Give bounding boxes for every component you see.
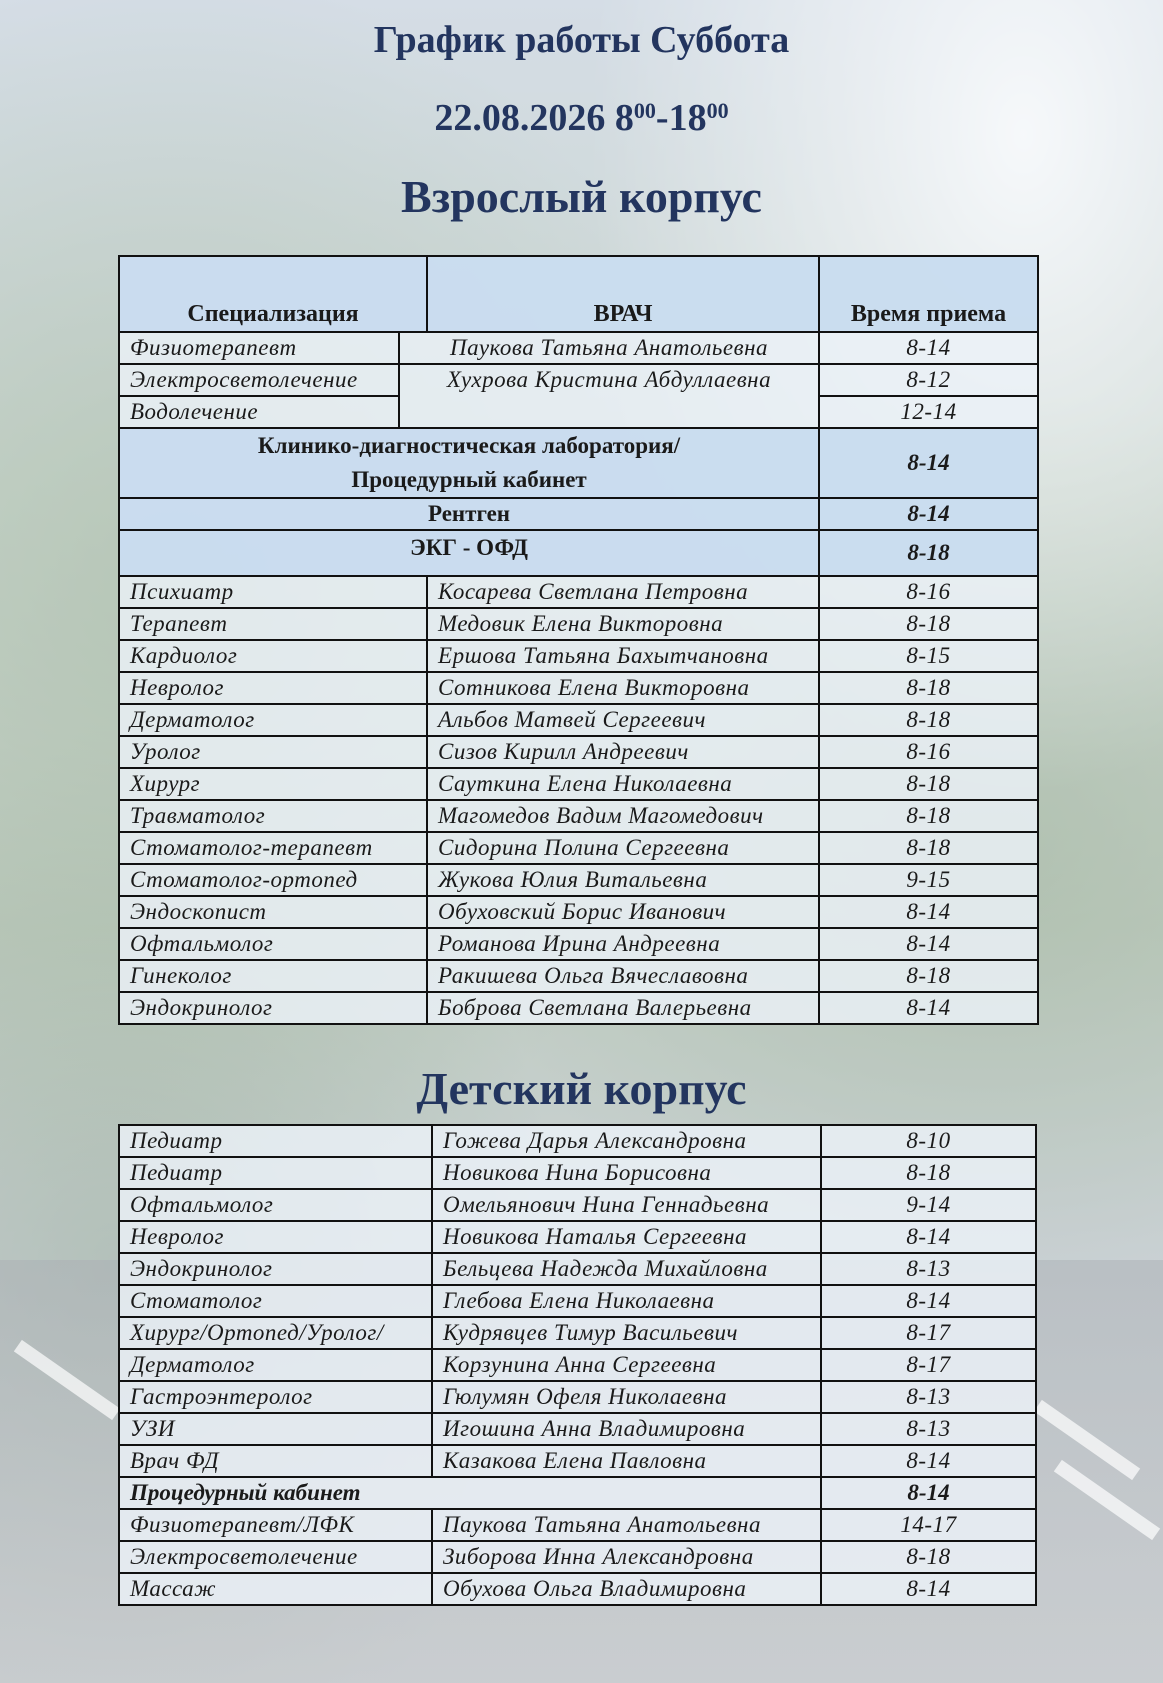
time-cell: 8-17 xyxy=(821,1349,1036,1381)
specialization-cell: Массаж xyxy=(119,1573,432,1605)
doctor-cell: Кудрявцев Тимур Васильевич xyxy=(432,1317,821,1349)
doctor-cell: Гюлумян Офеля Николаевна xyxy=(432,1381,821,1413)
table-row xyxy=(119,768,1038,800)
doctor-cell: Сотникова Елена Викторовна xyxy=(427,672,819,704)
table-row xyxy=(119,928,1038,960)
time-cell: 8-14 xyxy=(821,1445,1036,1477)
specialization-cell: Офтальмолог xyxy=(119,1189,432,1221)
kids-building-title: Детский корпус xyxy=(416,1063,747,1114)
procedure-label: Процедурный кабинет xyxy=(119,1477,821,1509)
date-day: 22.08.2026 xyxy=(434,97,606,139)
table-row xyxy=(119,1189,1036,1221)
specialization-cell: Дерматолог xyxy=(119,704,427,736)
time-cell: 8-14 xyxy=(819,992,1038,1024)
specialization-cell: Стоматолог-ортопед xyxy=(119,864,427,896)
specialization-cell: УЗИ xyxy=(119,1413,432,1445)
time-cell: 9-14 xyxy=(821,1189,1036,1221)
table-row xyxy=(119,1541,1036,1573)
doctor-cell: Медовик Елена Викторовна xyxy=(427,608,819,640)
date-from-minutes: 00 xyxy=(633,98,656,123)
time-cell: 8-18 xyxy=(821,1541,1036,1573)
specialization-cell: Дерматолог xyxy=(119,1349,432,1381)
doctor-cell: Казакова Елена Павловна xyxy=(432,1445,821,1477)
specialization-cell: Невролог xyxy=(119,672,427,704)
table-row xyxy=(119,736,1038,768)
specialization-cell: Эндокринолог xyxy=(119,1253,432,1285)
header-time: Время приема xyxy=(819,256,1038,332)
table-row xyxy=(119,1509,1036,1541)
doctor-cell: Сауткина Елена Николаевна xyxy=(427,768,819,800)
table-row xyxy=(119,1125,1036,1157)
time-cell: 8-14 xyxy=(819,928,1038,960)
specialization-cell: Водолечение xyxy=(119,396,399,428)
table-row xyxy=(119,364,1038,396)
doctor-cell: Ракишева Ольга Вячеславовна xyxy=(427,960,819,992)
time-cell: 8-10 xyxy=(821,1125,1036,1157)
specialization-cell: Физиотерапевт xyxy=(119,332,399,364)
table-row xyxy=(119,672,1038,704)
time-cell: 8-16 xyxy=(819,576,1038,608)
doctor-cell: Магомедов Вадим Магомедович xyxy=(427,800,819,832)
doctor-cell: Игошина Анна Владимировна xyxy=(432,1413,821,1445)
specialization-cell: Педиатр xyxy=(119,1125,432,1157)
time-cell: 8-15 xyxy=(819,640,1038,672)
specialization-cell: Электросветолечение xyxy=(119,1541,432,1573)
doctor-cell: Обухова Ольга Владимировна xyxy=(432,1573,821,1605)
time-cell: 8-14 xyxy=(819,498,1038,530)
table-row xyxy=(119,864,1038,896)
specialization-cell: Эндоскопист xyxy=(119,896,427,928)
doctor-cell: Новикова Нина Борисовна xyxy=(432,1157,821,1189)
time-cell: 8-14 xyxy=(819,896,1038,928)
table-band-row xyxy=(119,530,1038,576)
time-cell: 9-15 xyxy=(819,864,1038,896)
date-to-minutes: 00 xyxy=(706,98,729,123)
band-label: ЭКГ - ОФД xyxy=(119,530,819,576)
doctor-cell: Бельцева Надежда Михайловна xyxy=(432,1253,821,1285)
doctor-cell: Косарева Светлана Петровна xyxy=(427,576,819,608)
time-cell: 8-18 xyxy=(819,800,1038,832)
header-specialization: Специализация xyxy=(119,256,427,332)
specialization-cell: Физиотерапевт/ЛФК xyxy=(119,1509,432,1541)
doctor-cell: Паукова Татьяна Анатольевна xyxy=(399,332,819,364)
doctor-cell: Гожева Дарья Александровна xyxy=(432,1125,821,1157)
time-cell: 8-18 xyxy=(819,608,1038,640)
table-row xyxy=(119,704,1038,736)
table-band-row xyxy=(119,498,1038,530)
time-cell: 8-17 xyxy=(821,1317,1036,1349)
header-doctor: ВРАЧ xyxy=(427,256,819,332)
time-cell: 8-18 xyxy=(819,960,1038,992)
time-cell: 8-14 xyxy=(821,1477,1036,1509)
time-cell: 8-14 xyxy=(819,428,1038,498)
page-title: График работы Суббота xyxy=(373,19,790,61)
specialization-cell: Врач ФД xyxy=(119,1445,432,1477)
adult-building-title: Взрослый корпус xyxy=(401,171,762,222)
table-row xyxy=(119,1445,1036,1477)
time-cell: 8-14 xyxy=(821,1285,1036,1317)
table-row xyxy=(119,576,1038,608)
specialization-cell: Эндокринолог xyxy=(119,992,427,1024)
doctor-cell: Омельянович Нина Геннадьевна xyxy=(432,1189,821,1221)
table-row xyxy=(119,1381,1036,1413)
doctor-cell: Зиборова Инна Александровна xyxy=(432,1541,821,1573)
time-cell: 14-17 xyxy=(821,1509,1036,1541)
table-row xyxy=(119,1413,1036,1445)
doctor-cell: Альбов Матвей Сергеевич xyxy=(427,704,819,736)
specialization-cell: Невролог xyxy=(119,1221,432,1253)
date-to-hour: 18 xyxy=(668,97,707,139)
doctor-cell: Сидорина Полина Сергеевна xyxy=(427,832,819,864)
table-header-row xyxy=(119,256,1038,332)
doctor-cell: Ершова Татьяна Бахытчановна xyxy=(427,640,819,672)
specialization-cell: Хирург xyxy=(119,768,427,800)
time-cell: 8-18 xyxy=(819,672,1038,704)
specialization-cell: Психиатр xyxy=(119,576,427,608)
date-from-hour: 8 xyxy=(614,97,634,139)
time-cell: 8-12 xyxy=(819,364,1038,396)
specialization-cell: Травматолог xyxy=(119,800,427,832)
doctor-cell: Новикова Наталья Сергеевна xyxy=(432,1221,821,1253)
doctor-cell: Хухрова Кристина Абдуллаевна xyxy=(399,364,819,428)
table-row xyxy=(119,1157,1036,1189)
doctor-cell: Корзунина Анна Сергеевна xyxy=(432,1349,821,1381)
table-row xyxy=(119,608,1038,640)
table-row xyxy=(119,896,1038,928)
table-procedure-row xyxy=(119,1477,1036,1509)
table-row xyxy=(119,1573,1036,1605)
time-cell: 8-16 xyxy=(819,736,1038,768)
doctor-cell: Романова Ирина Андреевна xyxy=(427,928,819,960)
table-row xyxy=(119,1221,1036,1253)
specialization-cell: Стоматолог-терапевт xyxy=(119,832,427,864)
table-row xyxy=(119,800,1038,832)
time-cell: 8-13 xyxy=(821,1253,1036,1285)
doctor-cell: Сизов Кирилл Андреевич xyxy=(427,736,819,768)
doctor-cell: Обуховский Борис Иванович xyxy=(427,896,819,928)
doctor-cell: Паукова Татьяна Анатольевна xyxy=(432,1509,821,1541)
kids-schedule-table xyxy=(118,1124,1037,1606)
time-cell: 8-18 xyxy=(819,530,1038,576)
band-label: Клинико-диагностическая лаборатория/ Процедурный кабинет xyxy=(119,428,819,498)
adult-schedule-table xyxy=(118,255,1039,1025)
specialization-cell: Стоматолог xyxy=(119,1285,432,1317)
time-cell: 8-18 xyxy=(821,1157,1036,1189)
band-label: Рентген xyxy=(119,498,819,530)
time-cell: 12-14 xyxy=(819,396,1038,428)
table-row xyxy=(119,640,1038,672)
doctor-cell: Жукова Юлия Витальевна xyxy=(427,864,819,896)
specialization-cell: Офтальмолог xyxy=(119,928,427,960)
table-band-row xyxy=(119,428,1038,498)
table-row xyxy=(119,1317,1036,1349)
time-cell: 8-14 xyxy=(819,332,1038,364)
table-row xyxy=(119,332,1038,364)
specialization-cell: Гастроэнтеролог xyxy=(119,1381,432,1413)
time-cell: 8-18 xyxy=(819,832,1038,864)
time-cell: 8-18 xyxy=(819,768,1038,800)
table-row xyxy=(119,1285,1036,1317)
schedule-date: 22.08.2026 $8^{00}-18^{00}$ xyxy=(434,97,729,139)
specialization-cell: Терапевт xyxy=(119,608,427,640)
time-cell: 8-13 xyxy=(821,1381,1036,1413)
doctor-cell: Глебова Елена Николаевна xyxy=(432,1285,821,1317)
table-row xyxy=(119,960,1038,992)
specialization-cell: Педиатр xyxy=(119,1157,432,1189)
time-cell: 8-14 xyxy=(821,1573,1036,1605)
specialization-cell: Кардиолог xyxy=(119,640,427,672)
specialization-cell: Уролог xyxy=(119,736,427,768)
table-row xyxy=(119,832,1038,864)
table-row xyxy=(119,992,1038,1024)
table-row xyxy=(119,1253,1036,1285)
specialization-cell: Гинеколог xyxy=(119,960,427,992)
specialization-cell: Хирург/Ортопед/Уролог/ xyxy=(119,1317,432,1349)
table-row xyxy=(119,1349,1036,1381)
time-cell: 8-13 xyxy=(821,1413,1036,1445)
time-cell: 8-14 xyxy=(821,1221,1036,1253)
time-cell: 8-18 xyxy=(819,704,1038,736)
specialization-cell: Электросветолечение xyxy=(119,364,399,396)
doctor-cell: Боброва Светлана Валерьевна xyxy=(427,992,819,1024)
